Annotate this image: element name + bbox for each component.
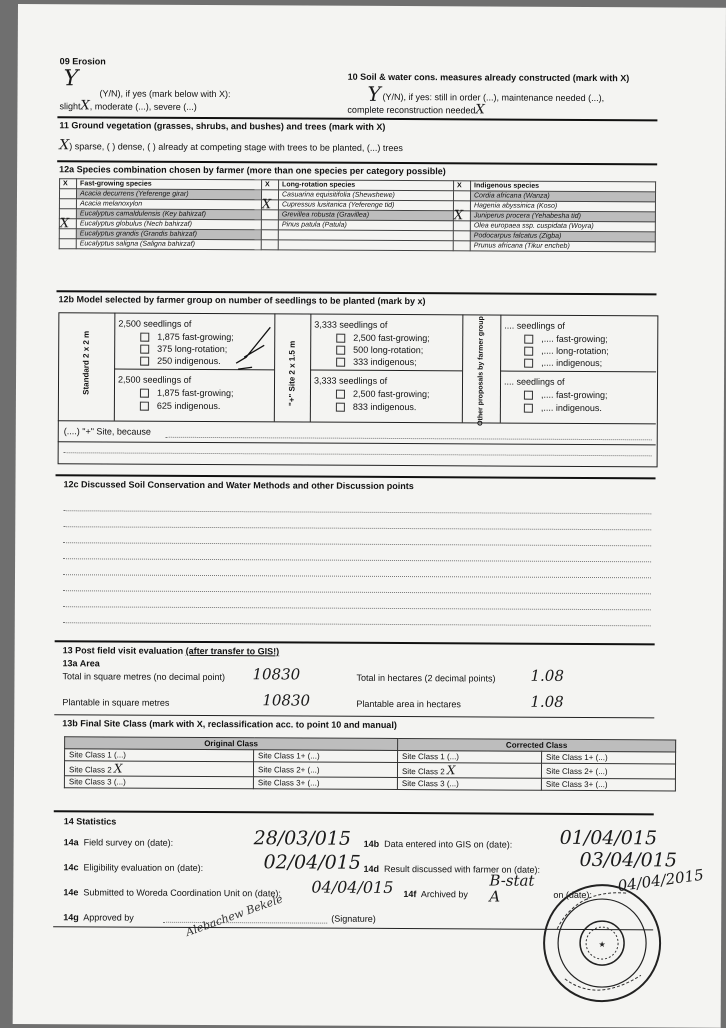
col-indigenous: Indigenous species xyxy=(471,181,656,192)
discussion-title: 12c Discussed Soil Conservation and Water Methods and other Discussion points xyxy=(63,479,414,492)
species-row: X Eucalyptus globulus (Nech bahirzaf) Pinus patula (Patula) Olea europaea ssp. cuspidata (Woyra) xyxy=(59,219,655,232)
long-x-mark: X xyxy=(261,200,278,210)
original-class-header: Original Class xyxy=(65,737,398,751)
checkbox[interactable] xyxy=(524,347,533,356)
model-title: 12b Model selected by farmer group on number of seedlings to be planted (mark by x) xyxy=(58,294,426,307)
erosion-title: 09 Erosion xyxy=(59,56,106,67)
col-fast-growing: Fast-growing species xyxy=(77,179,262,190)
statistics-title: 14 Statistics xyxy=(63,816,117,827)
erosion-answer: Y xyxy=(63,66,79,92)
site-class-table: Original Class Corrected Class Site Class 1 (...) Site Class 1+ (...) Site Class 1 (...) Site Class 1+ (...) Site Class 2 X Site Class 2+ (...) Site Class 2 X Site Class 2+ (...) Site Class 3 (...) Site Class 3+ (...) Site Class 3 (...) Site Class 3+ (...) xyxy=(64,736,676,791)
checkbox[interactable] xyxy=(336,358,345,367)
species-title: 12a Species combination chosen by farmer (more than one species per category possible) xyxy=(59,164,446,177)
handwritten-approver: Alebachew Bekele xyxy=(184,892,285,939)
divider xyxy=(54,810,654,815)
total-sqm-value: 10830 xyxy=(252,665,301,684)
archived-by-name: B-stat A xyxy=(489,871,535,906)
total-ha-value: 1.08 xyxy=(530,666,564,685)
species-row: Eucalyptus saligna (Saligna bahirzaf) Prunus africana (Tikur encheb) xyxy=(59,239,655,252)
divider xyxy=(55,640,655,645)
swc-line2: complete reconstruction needed xyxy=(347,104,476,116)
species-row: Acacia melanoxylon X Cupressus lusitanica (Yeferenge tid) Hagenia abyssinica (Koso) xyxy=(59,199,655,212)
plantable-sqm-label: Plantable in square metres xyxy=(62,697,170,708)
vegetation-title: 11 Ground vegetation (grasses, shrubs, and bushes) and trees (mark with X) xyxy=(59,120,386,132)
eligibility-date: 02/04/015 xyxy=(263,851,361,874)
discussed-date: 03/04/015 xyxy=(579,848,678,872)
erosion-line1: (Y/N), if yes (mark below with X): xyxy=(99,88,231,100)
checkbox[interactable] xyxy=(140,402,149,411)
final-class-title: 13b Final Site Class (mark with X, reclassification acc. to point 10 and manual) xyxy=(62,718,397,730)
total-ha-label: Total in hectares (2 decimal points) xyxy=(356,672,496,684)
species-row: Acacia decurrens (Yeferenge girar) Casuarina equisitifolia (Shewshewe) Cordia africana (Wanza) xyxy=(59,189,655,202)
plantable-ha-value: 1.08 xyxy=(530,692,564,711)
checkbox[interactable] xyxy=(524,335,533,344)
total-sqm-label: Total in square metres (no decimal point) xyxy=(62,671,226,683)
checkbox[interactable] xyxy=(336,390,345,399)
swc-title: 10 Soil & water cons. measures already constructed (mark with X) xyxy=(347,71,630,84)
erosion-x-mark: X xyxy=(80,98,90,114)
checkbox[interactable] xyxy=(336,334,345,343)
checkbox[interactable] xyxy=(140,345,149,354)
standard-label: Standard 2 x 2 m xyxy=(81,330,91,395)
swc-x-mark: X xyxy=(475,102,485,118)
plus-site-label: "+" Site 2 x 1.5 m xyxy=(287,340,297,406)
vegetation-x-mark: X xyxy=(59,137,70,154)
checkbox[interactable] xyxy=(524,359,533,368)
checkmark-scribble xyxy=(234,323,276,373)
fast-x-mark: X xyxy=(59,219,76,229)
field-survey-date: 28/03/015 xyxy=(253,827,352,850)
col-x: X xyxy=(60,179,77,189)
std-seedlings: 2,500 seedlings of xyxy=(118,318,192,329)
checkbox[interactable] xyxy=(140,333,149,342)
col-x: X xyxy=(454,181,471,191)
svg-text:★: ★ xyxy=(598,940,606,950)
species-row: Eucalyptus grandis (Grandis bahirzaf) Podocarpus falcatus (Zigba) xyxy=(59,229,655,242)
plantable-ha-label: Plantable area in hectares xyxy=(356,698,461,710)
plus-site-because: (....) "+" Site, because xyxy=(63,426,151,437)
submitted-date: 04/04/015 xyxy=(311,877,394,897)
checkbox[interactable] xyxy=(140,389,149,398)
checkbox[interactable] xyxy=(140,357,149,366)
checkbox[interactable] xyxy=(336,403,345,412)
corrected-class-header: Corrected Class xyxy=(398,738,676,751)
archived-date: 04/04/2015 xyxy=(616,865,705,896)
erosion-slight: slight xyxy=(59,101,81,112)
species-table xyxy=(59,178,656,252)
official-stamp xyxy=(537,879,668,1008)
evaluation-title: 13 Post field visit evaluation xyxy=(62,645,184,656)
col-long-rotation: Long-rotation species xyxy=(279,180,454,191)
swc-line1: (Y/N), if yes: still in order (...), maintenance needed (...), xyxy=(382,91,605,104)
divider xyxy=(56,474,656,479)
erosion-line2: , moderate (...), severe (...) xyxy=(89,101,197,112)
indig-x-mark: X xyxy=(453,211,470,221)
other-proposals-label: Other proposals by farmer group xyxy=(477,316,485,426)
vegetation-options: ) sparse, ( ) dense, ( ) already at competing stage with trees to be planted, (...) trees xyxy=(69,141,403,154)
checkbox[interactable] xyxy=(524,391,533,400)
col-x: X xyxy=(262,180,279,190)
plantable-sqm-value: 10830 xyxy=(262,691,311,710)
area-title: 13a Area xyxy=(62,658,100,669)
signature-label: (Signature) xyxy=(331,913,376,924)
gis-entry-date: 01/04/015 xyxy=(559,826,658,850)
original-class-x-mark: X xyxy=(113,761,123,776)
checkbox[interactable] xyxy=(524,404,533,413)
species-row: Eucalyptus camaldulensis (Key bahirzaf) Grevillea robusta (Gravillea) X Juniperus procera (Yehabesha tid) xyxy=(59,209,655,222)
form-page: 09 Erosion Y (Y/N), if yes (mark below with X): slightX, moderate (...), severe (...) 10 Soil & water cons. measures already constructed (mark with X) Y (Y/N), if yes: still in order (...), maintenance needed (...), complete reconstruction neededX 11 Ground vegetation (grasses, shrubs, and bushes) and trees (mark with X) X) sparse, ( ) dense, ( ) already at competing stage with trees to be planted, (...) trees 12a Species combination chosen by farmer (more than one species per category possible) X Fast-growing species X Long-rotation species X Indigenous species Acacia decurrens (Yeferenge girar) Casuarina equisitifolia (Shewshewe) Cordia africana (Wanza) Acacia melanoxylon X Cupressus lusitanica (Yeferenge tid) Hagenia abyssinica (Koso) Eucalyptus camaldulensis (Key bahirzaf) Grevillea robusta (Gravillea) X Juniperus procera (Yehabesha tid) X Eucalyptus globulus (Nech bahirzaf) Pinus patula (Patula) Olea europaea ssp. cuspidata (Woyra) Eucalyptus grandis (Grandis bahirzaf) Podocarpus falcatus (Zigba) Eucalyptus saligna (Saligna bahirzaf) Prunus africana (Tikur encheb) 12b Model selected by farmer group on number of seedlings to be planted (mark by x) Standard 2 x 2 m "+" Site 2 x 1.5 m Other proposals by farmer group 2,500 seedlings of 1,875 fast-growing; 375 long-rotation; 250 indigenous. 2,500 seedlings of 1,875 fast-growing; 625 indigenous. 3,333 seedlings of 2,500 fast-growing; 500 long-rotation; 333 indigenous; 3,333 seedlings of 2,500 fast-growing; 833 indigenous. .... seedlings of ,.... fast-growing; ,.... long-rotation; ,.... indigenous; .... seedlings of ,.... fast-growing; ,.... indigenous. (....) "+" Site, because 12c Discussed Soil Conservation and Water Methods and other Discussion points 13 Post field visit evaluation (after transfer to GIS!) 13a Area Total in square metres (no decimal point) 10830 Total in hectares (2 decimal points) 1.08 Plantable in square metres 10830 Plantable area in hectares 1.08 13b Final Site Class (mark with X, reclassification acc. to point 10 and manual) Original Class Corrected Class Site Class 1 (...) Site Class 1+ (...) Site Class 1 (...) Site Class 1+ (...) Site Class 2 X Site Class 2+ (...) Site Class 2 X Site Class 2+ (...) Site Class 3 (...) Site Class 3+ (...) Site Class 3 (...) Site Class 3+ (...) 14 Statistics 14a Field survey on (date): 28/03/015 14b Data entered into GIS on (date): 01/04/015 14c Eligibility evaluation on (date): 02/04/015 14d Result discussed with farmer on (date): 03/04/015 14e Submitted to Woreda Coordination Unit on (date): 04/04/015 14f Archived by B-stat A on (date): 04/04/2015 14g Approved by (Signature) Alebachew Bekele ★ xyxy=(13,4,726,1028)
checkbox[interactable] xyxy=(336,346,345,355)
corrected-class-x-mark: X xyxy=(446,763,456,778)
swc-answer: Y xyxy=(367,81,381,106)
